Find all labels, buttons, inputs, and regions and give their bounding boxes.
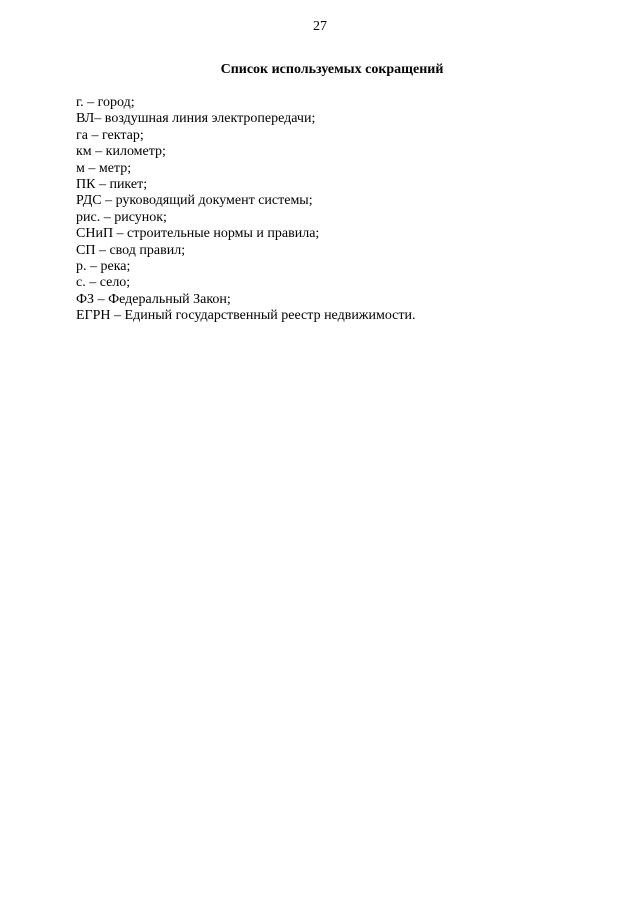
abbreviation-item: ФЗ – Федеральный Закон;: [76, 291, 231, 307]
abbreviation-item: р. – река;: [76, 259, 131, 275]
section-title: Список используемых сокращений: [220, 62, 444, 77]
abbreviation-item: ПК – пикет;: [76, 177, 148, 193]
abbreviation-item: РДС – руководящий документ системы;: [76, 193, 313, 209]
abbreviation-item: рис. – рисунок;: [76, 209, 167, 225]
abbreviation-item: ЕГРН – Единый государственный реестр недвижимости.: [76, 308, 416, 324]
abbreviation-item: га – гектар;: [76, 127, 144, 143]
page-number: 27: [313, 19, 327, 34]
abbreviation-item: с. – село;: [76, 275, 131, 291]
abbreviation-item: СП – свод правил;: [76, 242, 186, 258]
abbreviation-item: м – метр;: [76, 160, 132, 176]
abbreviation-item: ВЛ– воздушная линия электропередачи;: [76, 111, 316, 127]
abbreviation-item: км – километр;: [76, 144, 166, 160]
abbreviation-list: [76, 95, 596, 325]
abbreviation-item: СНиП – строительные нормы и правила;: [76, 226, 320, 242]
abbreviation-item: г. – город;: [76, 95, 135, 110]
